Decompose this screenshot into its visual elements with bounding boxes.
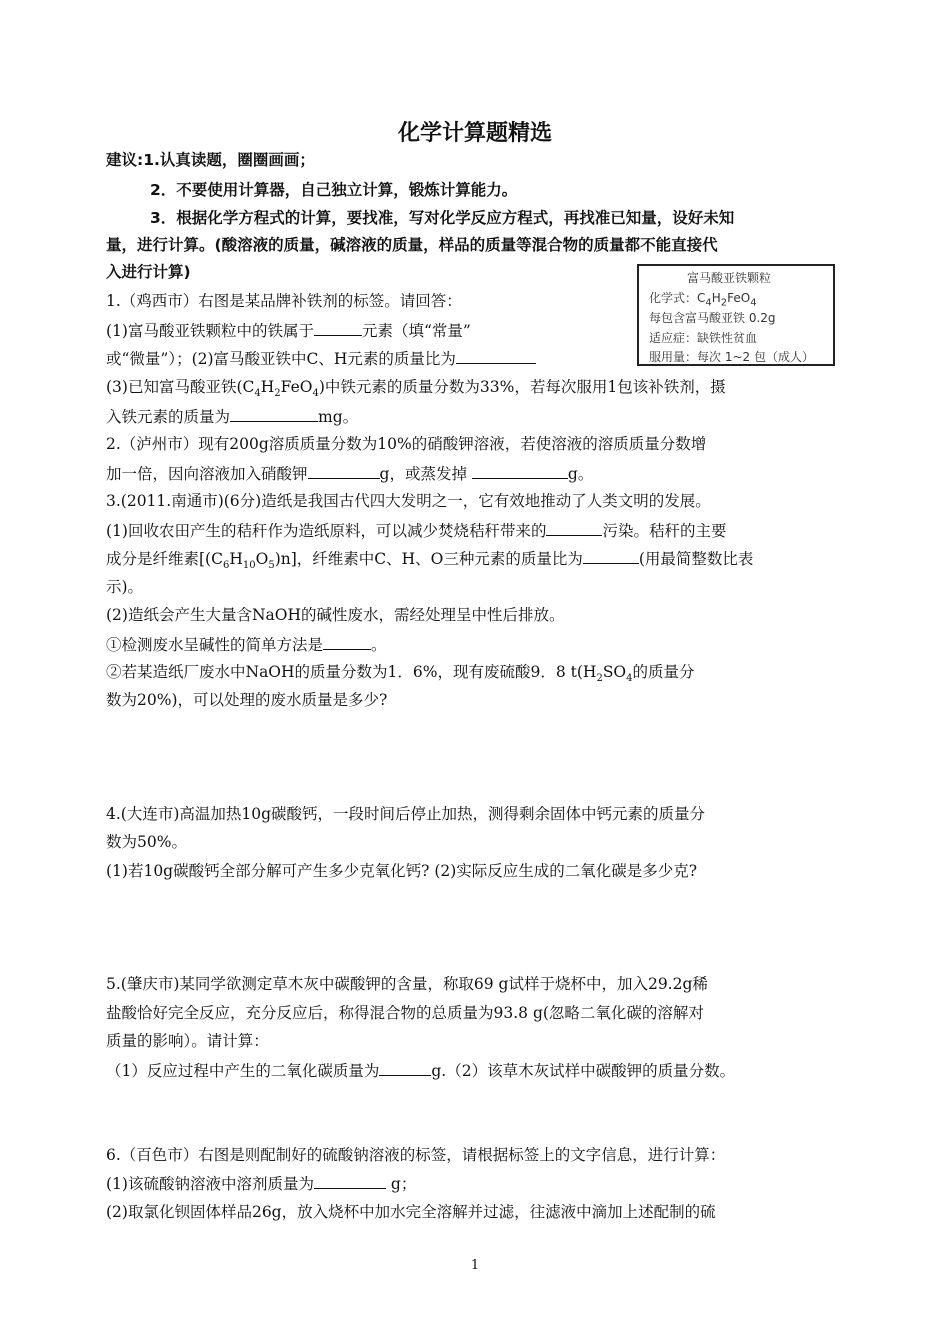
answer-blank	[379, 1060, 431, 1076]
q1-line-1: 1.（鸡西市）右图是某品牌补铁剂的标签。请回答：	[106, 292, 462, 310]
advice-line-1: 建议:1.认真读题，圈圈画画；	[106, 151, 315, 169]
page-title: 化学计算题精选	[397, 121, 552, 146]
advice-line-2: 2．不要使用计算器，自己独立计算，锻炼计算能力。	[150, 181, 518, 199]
advice-line-4: 量，进行计算。(酸溶液的质量，碱溶液的质量，样品的质量等混合物的质量都不能直接代	[106, 236, 718, 254]
q5-line-3: 质量的影响）。请计算：	[106, 1032, 269, 1050]
answer-blank	[583, 548, 639, 564]
answer-blank	[472, 463, 568, 479]
q2-line-2: 加一倍，因向溶液加入硝酸钾 g，或蒸发掉 g。	[106, 465, 594, 483]
q1-line-3: 或“微量”）；(2)富马酸亚铁中C、H元素的质量比为	[106, 348, 536, 369]
answer-blank	[314, 320, 362, 336]
q5-line-2: 盐酸恰好完全反应，充分反应后，称得混合物的总质量为93.8 g(忽略二氧化碳的溶解对	[106, 1004, 704, 1022]
label-per-pack: 每包含富马酸亚铁 0.2g	[649, 311, 776, 325]
q1-line-4: (3)已知富马酸亚铁$(C_4H_2FeO_4)$中铁元素的质量分数为33%，若每次服用1包该补铁剂，摄	[106, 378, 726, 400]
iron-supplement-label-image	[637, 264, 835, 366]
q6-line-1: 6.（百色市）右图是则配制好的硫酸钠溶液的标签，请根据标签上的文字信息，进行计算：	[106, 1146, 726, 1164]
answer-blank	[456, 348, 536, 364]
q5-line-4: （1）反应过程中产生的二氧化碳质量为 g.（2）该草木灰试样中碳酸钾的质量分数。	[106, 1062, 736, 1080]
q5-line-1: 5.(肇庆市)某同学欲测定草木灰中碳酸钾的含量，称取69 g试样于烧杯中，加入29.2g稀	[106, 975, 708, 993]
q6-line-3: (2)取氯化钡固体样品26g，放入烧杯中加水完全溶解并过滤，往滤液中滴加上述配制的硫	[106, 1203, 716, 1221]
answer-blank	[314, 1173, 386, 1189]
q3-line-7: ②若某造纸厂废水中NaOH的质量分数为1．6%，现有废硫酸9．8 $t(H_2SO_4$的质量分	[106, 663, 695, 685]
advice-line-5: 入进行计算)	[106, 263, 191, 281]
page-number: 1	[470, 1258, 480, 1273]
label-formula: 化学式：$C_4H_2FeO_4$	[649, 291, 757, 309]
q3-line-8: 数为20%)，可以处理的废水质量是多少?	[106, 691, 388, 709]
answer-blank	[546, 520, 602, 536]
q6-line-2: (1)该硫酸钠溶液中溶剂质量为 g；	[106, 1175, 417, 1193]
q4-line-2: 数为50%。	[106, 833, 187, 851]
label-indication: 适应症：缺铁性贫血	[649, 331, 758, 345]
q3-line-5: (2)造纸会产生大量含NaOH的碱性废水，需经处理呈中性后排放。	[106, 606, 565, 624]
q3-line-3: 成分是纤维素$[(C_6H_{10}O_5)n]$，纤维素中C、H、O三种元素的质量比为 (用最简整数比表	[106, 550, 754, 572]
answer-blank	[230, 406, 318, 422]
advice-line-3: 3．根据化学方程式的计算，要找准，写对化学反应方程式，再找准已知量，设好未知	[150, 209, 735, 227]
q1-line-2: (1)富马酸亚铁颗粒中的铁属于 元素（填“常量”	[106, 322, 471, 340]
label-title: 富马酸亚铁颗粒	[687, 271, 772, 285]
answer-blank	[323, 634, 371, 650]
q3-line-1: 3.(2011.南通市)(6分)造纸是我国古代四大发明之一，它有效地推动了人类文明的发展。	[106, 492, 711, 510]
q3-line-2: (1)回收农田产生的秸秆作为造纸原料，可以减少焚烧秸秆带来的 污染。秸秆的主要	[106, 522, 727, 540]
label-dosage: 服用量：每次 1~2 包（成人）	[649, 350, 814, 364]
q1-line-5: 入铁元素的质量为 mg。	[106, 408, 359, 426]
q4-line-3: (1)若10g碳酸钙全部分解可产生多少克氧化钙? (2)实际反应生成的二氧化碳是多少克?	[106, 862, 698, 880]
q3-line-6: ①检测废水呈碱性的简单方法是 。	[106, 636, 387, 654]
q2-line-1: 2.（泸州市）现有200g溶质质量分数为10%的硝酸钾溶液，若使溶液的溶质质量分数增	[106, 435, 707, 453]
q4-line-1: 4.(大连市)高温加热10g碳酸钙，一段时间后停止加热，测得剩余固体中钙元素的质量分	[106, 805, 706, 823]
answer-blank	[308, 463, 380, 479]
q3-line-4: 示)。	[106, 578, 144, 596]
